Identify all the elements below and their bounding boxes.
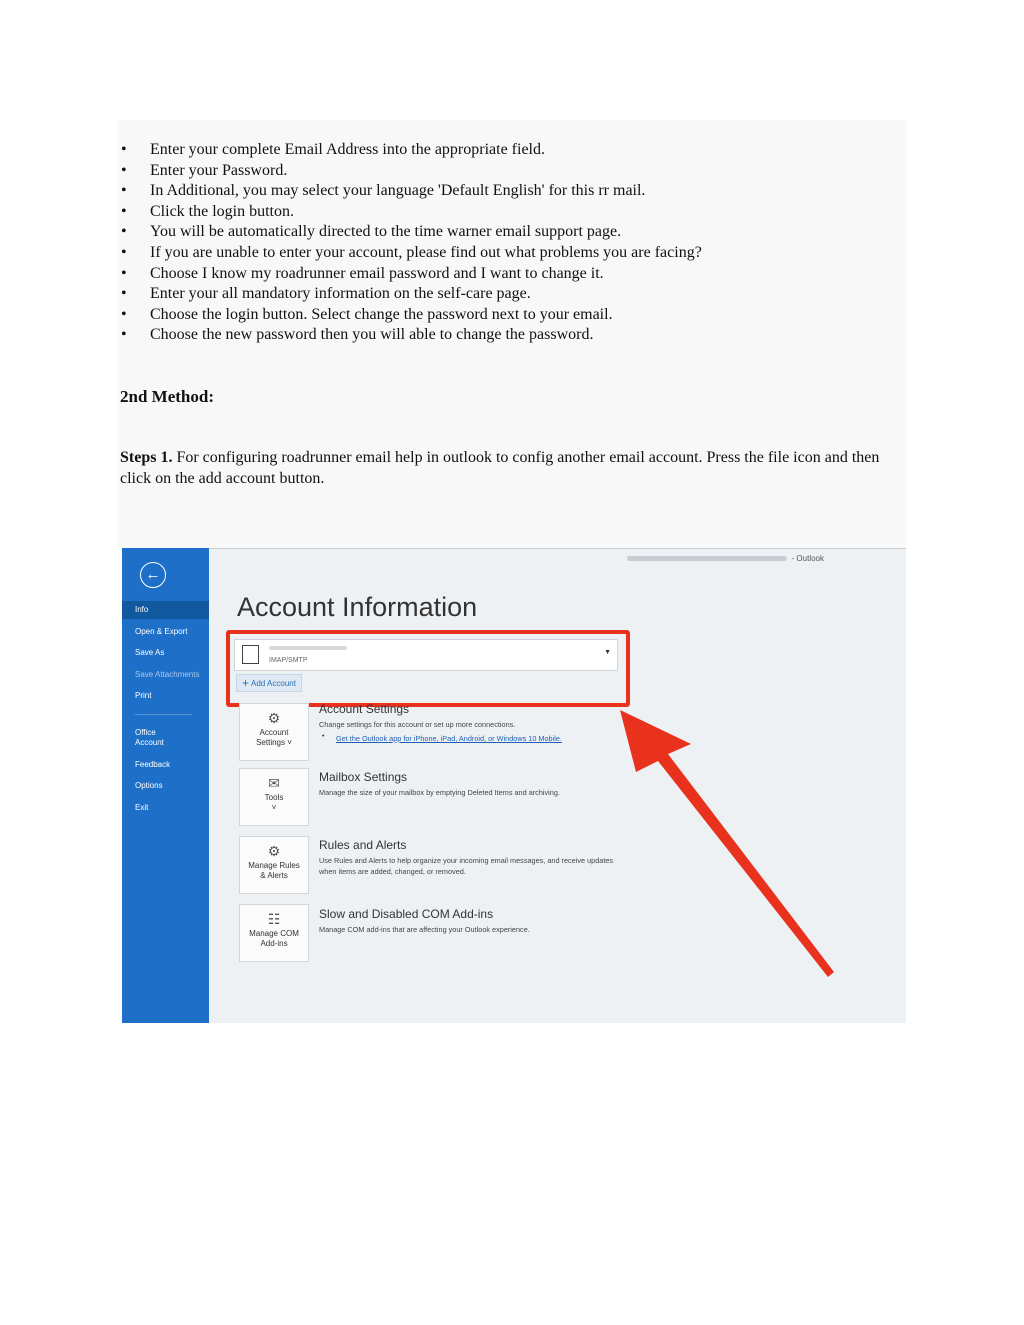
- sidebar-item-save-attachments[interactable]: Save Attachments: [135, 670, 200, 679]
- manage-com-tile[interactable]: ☷ Manage COM Add-ins: [239, 904, 309, 962]
- sidebar-item-options[interactable]: Options: [135, 781, 163, 790]
- list-item: • Enter your Password.: [118, 161, 906, 182]
- instructions-block: [118, 120, 906, 548]
- person-gear-icon: ⚙: [267, 710, 281, 726]
- bullet-dot: •: [121, 243, 127, 261]
- list-item: • In Additional, you may select your language 'Default English' for this rr mail.: [118, 181, 906, 202]
- steps-label: Steps 1.: [120, 449, 173, 466]
- instruction-list: [118, 140, 906, 346]
- sidebar-item-feedback[interactable]: Feedback: [135, 760, 171, 769]
- bullet-dot: •: [121, 141, 127, 158]
- sidebar-item-print[interactable]: Print: [135, 691, 152, 700]
- red-pointer-arrow-icon: [122, 548, 906, 1023]
- list-item: • Choose I know my roadrunner email password and I want to change it.: [118, 264, 906, 285]
- mail-tools-icon: ✉: [268, 775, 280, 791]
- mailbox-settings-heading: Mailbox Settings: [319, 770, 408, 784]
- bullet-dot: •: [121, 285, 127, 303]
- list-item: • You will be automatically directed to the time warner email support page.: [118, 222, 906, 243]
- steps-paragraph: [120, 448, 902, 489]
- link-bullet: •: [322, 733, 325, 740]
- com-addins-description: Manage COM add-ins that are affecting your Outlook experience.: [319, 925, 530, 934]
- list-item: • Click the login button.: [118, 202, 906, 223]
- back-arrow-icon[interactable]: ←: [140, 562, 166, 588]
- outlook-app-link[interactable]: Get the Outlook app for iPhone, iPad, Android, or Windows 10 Mobile.: [336, 734, 562, 743]
- sidebar-item-exit[interactable]: Exit: [135, 803, 149, 812]
- list-item: • Enter your all mandatory information on the self-care page.: [118, 284, 906, 305]
- rules-bell-icon: ⚙: [267, 843, 281, 859]
- title-separator: -: [791, 554, 795, 563]
- list-item: • Choose the new password then you will able to change the password.: [118, 325, 906, 346]
- manage-rules-tile[interactable]: ⚙ Manage Rules & Alerts: [239, 836, 309, 894]
- account-settings-heading: Account Settings: [319, 702, 410, 716]
- bullet-dot: •: [121, 182, 127, 200]
- bullet-dot: •: [121, 223, 127, 241]
- sidebar-item-office-account[interactable]: Office Account: [135, 728, 164, 747]
- chevron-down-icon: ▼: [604, 649, 611, 656]
- app-name: Outlook: [796, 554, 824, 563]
- bullet-dot: •: [121, 305, 127, 323]
- bullet-dot: •: [121, 326, 127, 344]
- account-settings-tile[interactable]: ⚙ Account Settings ˅: [239, 703, 309, 761]
- bullet-dot: •: [121, 202, 127, 220]
- sidebar-item-save-as[interactable]: Save As: [135, 648, 165, 657]
- mailbox-settings-description: Manage the size of your mailbox by emptying Deleted Items and archiving.: [319, 788, 560, 797]
- account-settings-description: Change settings for this account or set up more connections.: [319, 720, 516, 729]
- rules-alerts-heading: Rules and Alerts: [319, 838, 407, 852]
- com-addin-icon: ☷: [267, 911, 281, 927]
- bullet-dot: •: [121, 264, 127, 282]
- rules-alerts-description: Use Rules and Alerts to help organize your incoming email messages, and receive updates when items are added, changed, or removed.: [319, 856, 614, 876]
- list-item: • Enter your complete Email Address into the appropriate field.: [118, 140, 906, 161]
- steps-text: For configuring roadrunner email help in outlook to config another email account. Press the file icon and then click on the add account button.: [120, 449, 880, 487]
- sidebar-item-open-export[interactable]: Open & Export: [135, 627, 188, 636]
- outlook-screenshot: [122, 548, 906, 1023]
- list-item: • Choose the login button. Select change the password next to your email.: [118, 305, 906, 326]
- tools-tile[interactable]: ✉ Tools ˅: [239, 768, 309, 826]
- bullet-dot: •: [121, 161, 127, 179]
- method-heading: 2nd Method:: [120, 387, 214, 406]
- page-title: Account Information: [237, 592, 478, 622]
- plus-icon: +: [242, 676, 250, 690]
- account-type: IMAP/SMTP: [269, 657, 308, 664]
- sidebar-item-info[interactable]: Info: [122, 601, 209, 619]
- add-account-button[interactable]: + Add Account: [236, 674, 302, 692]
- com-addins-heading: Slow and Disabled COM Add-ins: [319, 907, 494, 921]
- list-item: • If you are unable to enter your account, please find out what problems you are facing?: [118, 243, 906, 264]
